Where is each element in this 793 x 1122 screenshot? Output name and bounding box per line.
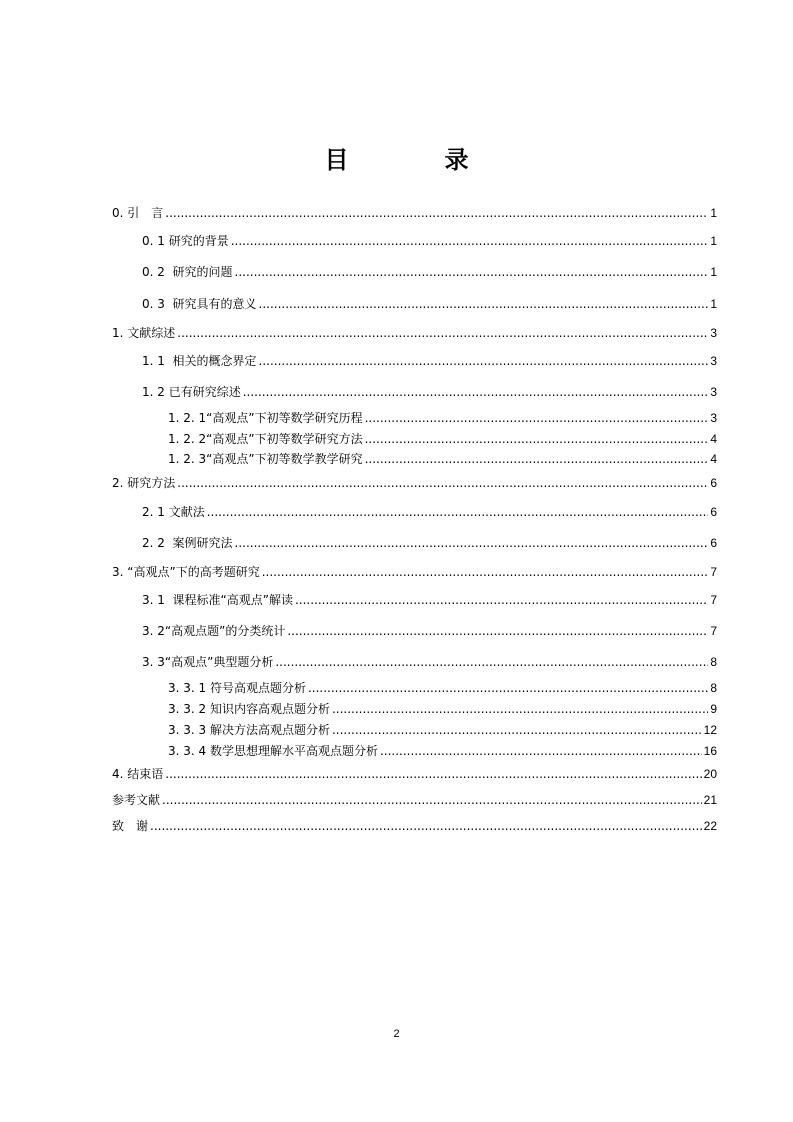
toc-dot-leader [207, 504, 709, 520]
toc-entry-page: 1 [710, 265, 717, 279]
toc-entry[interactable] [112, 205, 717, 221]
toc-entry-label: 0. 引 言 [112, 206, 164, 220]
toc-entry-label: 1. 1 相关的概念界定 [142, 354, 257, 368]
toc-dot-leader [275, 654, 708, 670]
toc-entry[interactable] [142, 504, 717, 520]
toc-entry[interactable] [142, 233, 717, 249]
toc-entry[interactable] [168, 451, 717, 467]
toc-dot-leader [308, 680, 708, 696]
toc-entry-label: 4. 结束语 [112, 767, 164, 781]
toc-entry-label: 3. 3. 2 知识内容高观点题分析 [168, 702, 330, 716]
toc-entry[interactable] [142, 384, 717, 400]
toc-dot-leader [150, 818, 702, 834]
toc-dot-leader [231, 233, 709, 249]
toc-title: 目 录 [324, 146, 505, 174]
toc-entry-page: 3 [710, 385, 717, 399]
toc-entry-label: 1. 2. 2“高观点”下初等数学研究方法 [168, 432, 363, 446]
toc-dot-leader [295, 592, 708, 608]
toc-entry-page: 9 [710, 702, 717, 716]
toc-entry-label: 3. 3“高观点”典型题分析 [142, 655, 274, 669]
toc-entry-label: 2. 研究方法 [112, 476, 176, 490]
toc-entry[interactable] [168, 410, 717, 426]
toc-entry-page: 1 [710, 297, 717, 311]
toc-entry-page: 16 [703, 744, 717, 758]
toc-dot-leader [380, 743, 702, 759]
toc-dot-leader [243, 384, 709, 400]
toc-entry[interactable] [142, 296, 717, 312]
toc-dot-leader [165, 205, 708, 221]
toc-dot-leader [332, 722, 702, 738]
toc-entry-page: 3 [710, 411, 717, 425]
toc-entry[interactable] [168, 722, 717, 738]
toc-entry[interactable] [142, 654, 717, 670]
toc-entry-label: 3. 3. 4 数学思想理解水平高观点题分析 [168, 744, 378, 758]
toc-dot-leader [235, 264, 709, 280]
toc-dot-leader [365, 410, 709, 426]
toc-entry[interactable] [112, 564, 717, 580]
toc-dot-leader [262, 564, 709, 580]
toc-entry-page: 4 [710, 452, 717, 466]
toc-entry-page: 4 [710, 432, 717, 446]
toc-entry[interactable] [168, 680, 717, 696]
toc-entry[interactable] [168, 431, 717, 447]
toc-entry-label: 致 谢 [112, 819, 149, 833]
toc-entry-label: 3. 1 课程标准“高观点”解读 [142, 593, 293, 607]
toc-entry-label: 1. 2. 1“高观点”下初等数学研究历程 [168, 411, 363, 425]
toc-entry-page: 1 [710, 234, 717, 248]
toc-dot-leader [165, 766, 701, 782]
toc-entry-page: 7 [710, 593, 717, 607]
toc-entry-label: 3. “高观点”下的高考题研究 [112, 565, 260, 579]
toc-entry-label: 0. 2 研究的问题 [142, 265, 233, 279]
toc-entry-label: 1. 2 已有研究综述 [142, 385, 241, 399]
toc-dot-leader [162, 792, 702, 808]
toc-dot-leader [365, 431, 709, 447]
toc-entry-page: 6 [710, 505, 717, 519]
toc-entry[interactable] [112, 475, 717, 491]
toc-entry-label: 1. 文献综述 [112, 326, 176, 340]
toc-entry-page: 6 [710, 536, 717, 550]
toc-entry[interactable] [112, 818, 717, 834]
toc-entry[interactable] [168, 701, 717, 717]
toc-entry-page: 8 [710, 655, 717, 669]
toc-entry-page: 3 [710, 326, 717, 340]
toc-entry-label: 1. 2. 3“高观点”下初等数学教学研究 [168, 452, 363, 466]
toc-entry[interactable] [112, 766, 717, 782]
toc-dot-leader [177, 325, 708, 341]
toc-dot-leader [365, 451, 709, 467]
toc-entry-label: 2. 2 案例研究法 [142, 536, 233, 550]
toc-entry-page: 3 [710, 354, 717, 368]
toc-entry-page: 7 [710, 565, 717, 579]
toc-entry-label: 参考文献 [112, 793, 161, 807]
toc-entry-label: 0. 1 研究的背景 [142, 234, 229, 248]
toc-dot-leader [177, 475, 708, 491]
toc-entry-page: 22 [703, 819, 717, 833]
toc-entry[interactable] [142, 592, 717, 608]
toc-entry[interactable] [142, 353, 717, 369]
page-number: 2 [393, 1028, 400, 1040]
toc-entry-page: 1 [710, 206, 717, 220]
toc-entry-page: 8 [710, 681, 717, 695]
toc-dot-leader [235, 535, 709, 551]
toc-entry[interactable] [142, 535, 717, 551]
toc-entry-label: 3. 2“高观点题”的分类统计 [142, 624, 286, 638]
toc-entry-label: 3. 3. 1 符号高观点题分析 [168, 681, 306, 695]
toc-entry[interactable] [142, 623, 717, 639]
toc-dot-leader [287, 623, 708, 639]
toc-dot-leader [259, 353, 709, 369]
toc-entry-label: 3. 3. 3 解决方法高观点题分析 [168, 723, 330, 737]
toc-dot-leader [332, 701, 708, 717]
toc-entry[interactable] [142, 264, 717, 280]
toc-entry[interactable] [112, 792, 717, 808]
toc-entry[interactable] [112, 325, 717, 341]
toc-entry-page: 21 [703, 793, 717, 807]
toc-entry[interactable] [168, 743, 717, 759]
toc-entry-page: 12 [703, 723, 717, 737]
toc-entry-label: 0. 3 研究具有的意义 [142, 297, 257, 311]
toc-dot-leader [259, 296, 709, 312]
toc-entry-label: 2. 1 文献法 [142, 505, 205, 519]
toc-entry-page: 20 [703, 767, 717, 781]
toc-entry-page: 7 [710, 624, 717, 638]
toc-entry-page: 6 [710, 476, 717, 490]
